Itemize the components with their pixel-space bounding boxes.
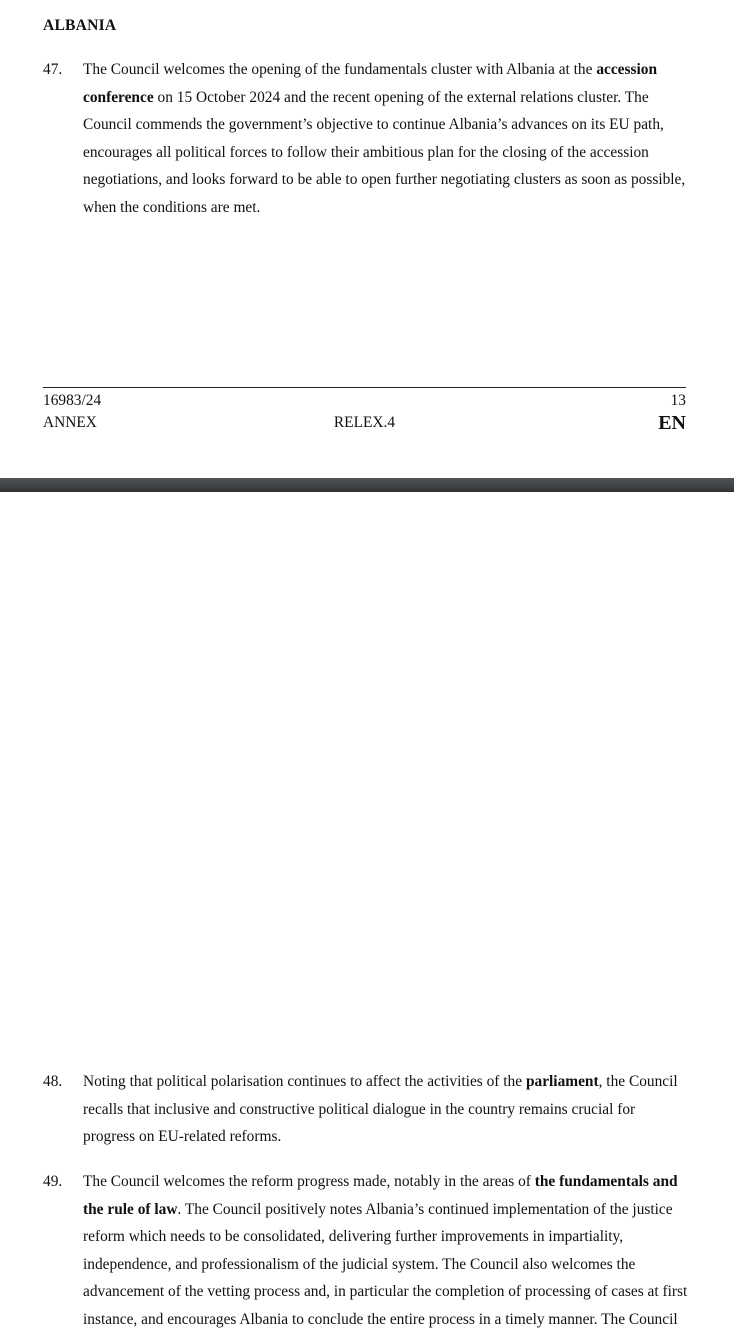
paragraph-49-text: The Council welcomes the reform progress made, notably in the areas of the fundamentals and the rule of law. The Council positively notes Albania’s continued implementation of the justice reform which needs to be consolidated, delivering further improvements in impartiality, independence, and professionalism of the judicial system. The Council also welcomes the advancement of the vetting process and, in particular the completion of processing of cases at first instance, and encourages Albania to conclude the entire process in a timely manner. The Council xyxy=(83,1173,688,1328)
document-page-13 xyxy=(0,0,734,478)
language-label: EN xyxy=(658,412,686,434)
department-label: RELEX.4 xyxy=(333,414,396,431)
document-page-14 xyxy=(0,492,734,1328)
paragraph-47-number: 47. xyxy=(43,61,63,78)
section-heading-albania: ALBANIA xyxy=(43,17,117,34)
paragraph-48 xyxy=(43,1068,691,1151)
paragraph-47 xyxy=(43,56,691,221)
page-separator-bar xyxy=(0,478,734,492)
footer-row-2 xyxy=(43,412,686,434)
paragraph-47-text: The Council welcomes the opening of the fundamentals cluster with Albania at the accession conference on 15 October 2024 and the recent opening of the external relations cluster. The Council commends the government’s objective to continue Albania’s advances on its EU path, encourages all political forces to follow their ambitious plan for the closing of the accession negotiations, and looks forward to be able to open further negotiating clusters as soon as possible, when the conditions are met. xyxy=(83,61,686,216)
paragraph-49-number: 49. xyxy=(43,1173,63,1190)
page-footer xyxy=(43,387,686,434)
page-number: 13 xyxy=(670,392,686,409)
paragraph-48-number: 48. xyxy=(43,1073,63,1090)
document-number: 16983/24 xyxy=(43,392,102,409)
annex-label: ANNEX xyxy=(43,414,97,431)
footer-row-1 xyxy=(43,390,686,412)
paragraph-48-text: Noting that political polarisation continues to affect the activities of the parliament, the Council recalls that inclusive and constructive political dialogue in the country remains crucial for progress on EU-related reforms. xyxy=(83,1073,678,1145)
paragraph-49 xyxy=(43,1168,691,1333)
